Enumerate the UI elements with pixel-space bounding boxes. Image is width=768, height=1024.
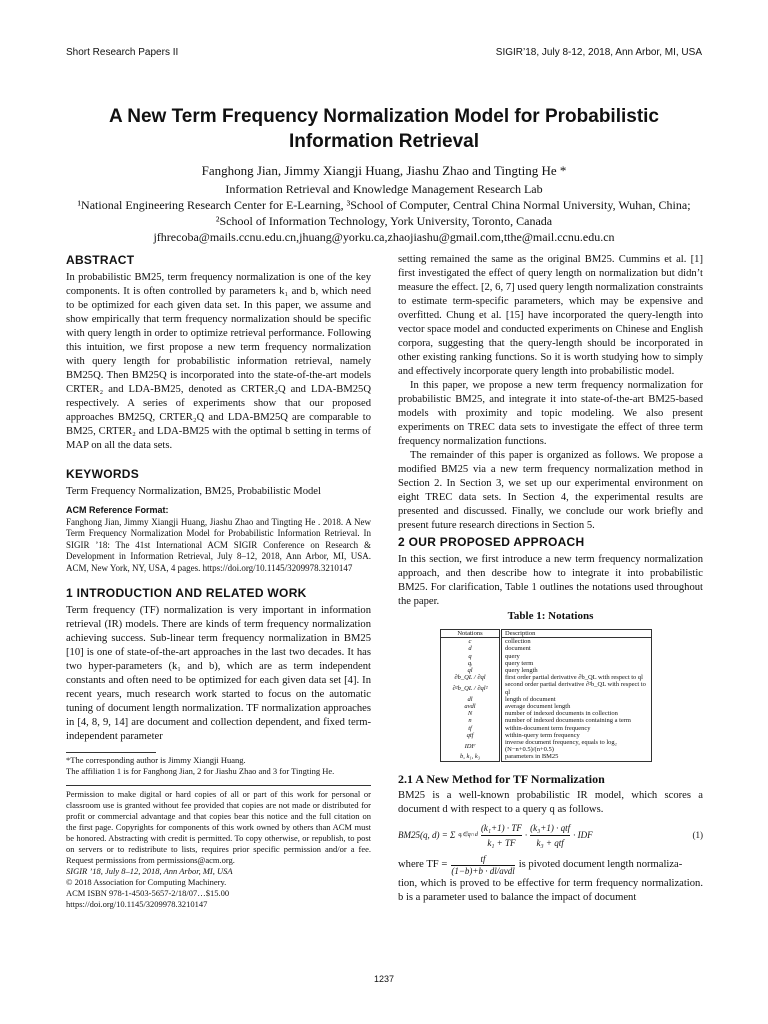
equation-fraction-qtf: (k₃+1) · qtf k₃ + qtf (530, 822, 571, 848)
section2-heading: 2 OUR PROPOSED APPROACH (398, 535, 585, 549)
table-header-row: Notations Description (441, 630, 652, 638)
footnote-rule (66, 752, 156, 753)
tf-definition: where TF = tf (1−b)+b · dl/avdl is pivoted document length normaliza- (398, 853, 683, 876)
acm-reference-heading: ACM Reference Format: (66, 505, 169, 515)
tf-description: tion, which is proved to be effective for term frequency normalization. b is a parameter used to balance the impact of document (398, 877, 703, 903)
table-row: avdl average document length (441, 703, 652, 710)
section2-text: In this section, we first introduce a new term frequency normalization approach, and then describe how to integrate it into probabilistic BM25. For clarification, Table 1 outlines the notations used throughout the paper. (398, 554, 703, 607)
outline-text: The remainder of this paper is organized as follows. We propose a modified BM25 via a new term frequency normalization method in Section 2. In Section 3, we set up our experimental environment on eight TREC data sets. In Section 4, the experimental results are presented and discussed. Finally, we conclude our work briefly and present future research directions in Section 5. (398, 450, 703, 531)
equation-subscript: qᵢ∈q∩d (458, 832, 478, 839)
permission-text: Permission to make digital or hard copies of all or part of this work for personal or classroom use is granted without fee provided that copies are not made or distributed for profit or commercial advantage and that copies bear this notice and the full citation on the first page. Copyrights for components of this work owned by others than ACM must be honored. Abstracting with credit is permitted. To copy otherwise, or republish, to post on servers or to redistribute to lists, requires prior specific permission and/or a fee. Request permissions from permissions@acm.org. (66, 789, 371, 865)
right-column (398, 253, 703, 905)
footnote-corresponding: *The corresponding author is Jimmy Xiangji Huang. (66, 755, 246, 765)
author-emails[interactable]: jfhrecoba@mails.ccnu.edu.cn,jhuang@yorku.ca,zhaojiashu@gmail.com,tthe@mail.ccnu.edu.cn (153, 230, 615, 244)
paper-title: A New Term Frequency Normalization Model for Probabilistic Information Retrieval (108, 106, 660, 152)
isbn-line: ACM ISBN 978-1-4503-5657-2/18/07…$15.00 (66, 888, 230, 898)
running-header-left: Short Research Papers II (66, 47, 179, 58)
conference-line: SIGIR ’18, July 8–12, 2018, Ann Arbor, MI, USA (66, 866, 233, 876)
table-row: qᵢ query term (441, 660, 652, 667)
left-column (66, 253, 371, 910)
author-list: Fanghong Jian, Jimmy Xiangji Huang, Jiashu Zhao and Tingting He * (201, 163, 567, 178)
table-row: ∂²b_QL / ∂ql² second order partial derivative ∂²b_QL with respect to ql (441, 681, 652, 695)
tf-fraction: tf (1−b)+b · dl/avdl (451, 853, 515, 876)
subsection-text: BM25 is a well-known probabilistic IR model, which scores a document d with respect to a query q as follows. (398, 789, 703, 815)
institution-affiliation: ¹National Engineering Research Center for E-Learning, ³School of Computer, Central China Normal University, Wuhan, China; ²School of Information Technology, York University, Toronto, Canada (77, 198, 691, 228)
keywords-heading: KEYWORDS (66, 467, 140, 481)
permission-rule (66, 785, 371, 786)
table-row: q query (441, 653, 652, 660)
equation-fraction-tf: (k₁+1) · TF k₁ + TF (480, 822, 522, 848)
table-row: tf within-document term frequency (441, 725, 652, 732)
footnote-affiliation: The affiliation 1 is for Fanghong Jian, 2 for Jiashu Zhao and 3 for Tingting He. (66, 766, 335, 776)
equation-number: (1) (692, 830, 703, 841)
intro-text: Term frequency (TF) normalization is very important in information retrieval (IR) models. There are kinds of term frequency normalization achieving success. Sub-linear term frequency normalization in BM25 [10] is one of state-of-the-art approaches in the last two decades. It has two hyper-parameters (k₁ and b), which are as term independent constants and often need to be optimized for each given data set [4]. In recent years, much research work started to focus on the automatic tuning of document length normalization. TF normalization approaches in [4, 8, 9, 14] are document and collection dependent, and fixed term-independent parameter (66, 605, 371, 742)
abstract-text: In probabilistic BM25, term frequency normalization is one of the key components. It is often controlled by parameters k₁ and b, which need to be optimized for each given data set. In this paper, we assume and show empirically that term frequency normalization should be specific with query length in order to optimize retrieval performance. Following this intuition, we first propose a new term frequency normalization with query length for probabilistic information retrieval, namely BM25Q. Then BM25Q is incorporated into the state-of-the-art models CRTER₂ and LDA-BM25, denoted as CRTER₂Q and LDA-BM25Q respectively. A series of experiments show that our proposed approaches BM25Q, CRTER₂Q and LDA-BM25Q are comparable to BM25, CRTER₂ and LDA-BM25 with the optimal b setting in terms of MAP on all the data sets. (66, 272, 371, 451)
table-row: n number of indexed documents containing a term (441, 717, 652, 724)
page-number: 1237 (373, 974, 395, 984)
table-row: b, k₁, k₃ parameters in BM25 (441, 753, 652, 761)
acm-reference-text: Fanghong Jian, Jimmy Xiangji Huang, Jiashu Zhao and Tingting He . 2018. A New Term Frequency Normalization Model for Probabilistic Information Retrieval. In SIGIR ’18: The 41st International ACM SIGIR Conference on Research & Development in Information Retrieval, July 8–12, 2018, Ann Arbor, MI, USA. ACM, New York, NY, USA, 4 pages. https://doi.org/10.1145/3209978.3210147 (66, 516, 371, 573)
table-row: N number of indexed documents in collection (441, 710, 652, 717)
doi-link[interactable]: https://doi.org/10.1145/3209978.3210147 (66, 899, 208, 909)
table-row: IDF inverse document frequency, equals to log₂ (N−n+0.5)/(n+0.5) (441, 739, 652, 753)
bm25-equation: BM25(q, d) = Σ qᵢ∈q∩d (k₁+1) · TF k₁ + TF · (k₃+1) · qtf k₃ + qtf · IDF (1) (398, 822, 703, 848)
keywords-text: Term Frequency Normalization, BM25, Probabilistic Model (66, 486, 321, 497)
contribution-text: In this paper, we propose a new term frequency normalization for probabilistic BM25, and integrate it into state-of-the-art BM25-based models with proximity and topic modeling. We also present experiments on TREC data sets to investigate the effect of three term frequency normalization functions. (398, 380, 703, 447)
table-row: dl length of document (441, 696, 652, 703)
intro-heading: 1 INTRODUCTION AND RELATED WORK (66, 586, 307, 600)
equation-idf: · IDF (573, 830, 593, 841)
table-caption: Table 1: Notations (507, 610, 594, 622)
table-row: d document (441, 645, 652, 652)
running-header-right: SIGIR’18, July 8-12, 2018, Ann Arbor, MI, USA (495, 47, 702, 58)
related-work-text: setting remained the same as the original BM25. Cummins et al. [1] first investigated the effect of query length on normalization but didn’t measure the effect. [2, 6, 7] used query length normalization constraints to estimate term-specific parameters, which may be expensive and overfitted. Chung et al. [15] have incorporated the query-length into vector space model and conducted experiments on Chinese and English corpora, suggesting that the query-length should be incorporated in other existing ranking functions. So it is worth studying how to simply and effectively incorporate query length into probabilistic model. (398, 254, 703, 377)
notations-table (440, 629, 652, 762)
abstract-heading: ABSTRACT (66, 253, 135, 267)
table-row: ql query length (441, 667, 652, 674)
lab-affiliation: Information Retrieval and Knowledge Management Research Lab (225, 182, 543, 196)
subsection-heading: 2.1 A New Method for TF Normalization (398, 771, 605, 786)
equation-lhs: BM25(q, d) = Σ (398, 830, 456, 841)
table-row: ∂b_QL / ∂ql first order partial derivative ∂b_QL with respect to ql (441, 674, 652, 681)
table-row: c collection (441, 638, 652, 646)
copyright-line: © 2018 Association for Computing Machinery. (66, 877, 227, 887)
table-row: qtf within-query term frequency (441, 732, 652, 739)
